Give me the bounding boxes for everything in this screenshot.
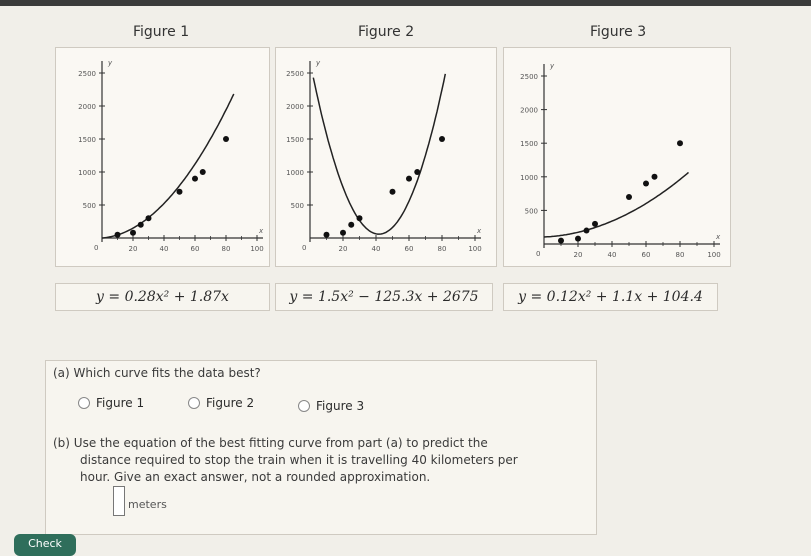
y-tick-label: 1500: [286, 136, 304, 144]
data-point: [390, 189, 396, 195]
x-tick-label: 80: [221, 245, 231, 253]
y-tick-label: 1500: [78, 136, 96, 144]
figure-1-equation: y = 0.28x² + 1.87x: [55, 283, 270, 311]
option-label: Figure 1: [96, 396, 145, 410]
data-point: [146, 215, 152, 221]
check-button[interactable]: Check: [14, 534, 76, 556]
y-tick-label: 2500: [520, 73, 538, 81]
data-point: [584, 228, 590, 234]
x-tick-label: 60: [641, 251, 651, 259]
y-tick-label: 500: [524, 207, 538, 216]
top-bar: [0, 0, 811, 6]
fitted-curve: [102, 94, 234, 238]
y-tick-label: 500: [82, 202, 96, 210]
data-point: [439, 136, 445, 142]
option-label: Figure 2: [206, 396, 255, 410]
data-point: [192, 176, 198, 182]
option-figure-3[interactable]: [298, 399, 364, 413]
data-point: [652, 174, 658, 180]
part-b-prompt-line-3: hour. Give an exact answer, not a rounded approximation.: [80, 470, 431, 484]
figure-2-equation: y = 1.5x² − 125.3x + 2675: [275, 283, 493, 311]
y-tick-label: 2000: [520, 106, 538, 115]
data-point: [626, 194, 632, 200]
radio-button[interactable]: [78, 397, 90, 409]
part-b-prompt-line-2: distance required to stop the train when it is travelling 40 kilometers per: [80, 453, 518, 467]
x-tick-label: 80: [675, 251, 685, 259]
y-tick-label: 500: [290, 202, 304, 210]
fitted-curve: [544, 172, 689, 237]
x-axis-label: x: [716, 233, 721, 241]
x-tick-label: 40: [371, 245, 381, 253]
x-tick-label: 60: [404, 245, 414, 253]
data-point: [357, 215, 363, 221]
y-tick-label: 1000: [520, 173, 538, 182]
units-label: meters: [128, 498, 167, 511]
origin-label: 0: [94, 244, 99, 252]
data-point: [223, 136, 229, 142]
figure-2-plot: [275, 47, 497, 267]
y-axis-label: y: [316, 59, 321, 67]
data-point: [115, 232, 121, 238]
data-point: [324, 232, 330, 238]
x-tick-label: 20: [338, 245, 348, 253]
x-tick-label: 40: [607, 251, 617, 259]
data-point: [592, 221, 598, 227]
data-point: [643, 181, 649, 187]
x-tick-label: 80: [437, 245, 447, 253]
data-point: [130, 230, 136, 236]
option-figure-1[interactable]: [78, 396, 144, 410]
radio-button[interactable]: [298, 400, 310, 412]
data-point: [348, 222, 354, 228]
answer-input[interactable]: [113, 486, 125, 516]
figure-3-svg: [504, 48, 730, 266]
y-axis-label: y: [550, 62, 555, 70]
option-label: Figure 3: [316, 399, 365, 413]
data-point: [677, 140, 683, 146]
y-tick-label: 1000: [78, 169, 96, 177]
origin-label: 0: [302, 244, 307, 252]
data-point: [340, 230, 346, 236]
data-point: [177, 189, 183, 195]
data-point: [575, 236, 581, 242]
part-b-prompt-line-1: (b) Use the equation of the best fitting curve from part (a) to predict the: [53, 436, 488, 450]
y-tick-label: 2500: [286, 70, 304, 78]
data-point: [414, 169, 420, 175]
figure-1-title: Figure 1: [133, 24, 190, 40]
y-tick-label: 2000: [286, 103, 304, 111]
figure-2-title: Figure 2: [358, 24, 415, 40]
data-point: [138, 222, 144, 228]
figure-2-svg: [276, 48, 496, 266]
figure-3-equation: y = 0.12x² + 1.1x + 104.4: [503, 283, 718, 311]
data-point: [558, 238, 564, 244]
x-tick-label: 100: [468, 245, 482, 253]
origin-label: 0: [536, 250, 541, 258]
x-tick-label: 60: [190, 245, 200, 253]
x-tick-label: 100: [250, 245, 264, 253]
y-tick-label: 1000: [286, 169, 304, 177]
fitted-curve: [313, 74, 445, 234]
x-tick-label: 20: [128, 245, 138, 253]
y-tick-label: 1500: [520, 140, 538, 149]
x-tick-label: 20: [573, 251, 583, 259]
data-point: [406, 176, 412, 182]
x-tick-label: 40: [159, 245, 169, 253]
x-axis-label: x: [259, 227, 264, 235]
data-point: [200, 169, 206, 175]
y-tick-label: 2500: [78, 70, 96, 78]
figure-1-svg: [56, 48, 269, 266]
figure-3-plot: [503, 47, 731, 267]
figure-1-plot: [55, 47, 270, 267]
part-a-prompt: (a) Which curve fits the data best?: [53, 366, 261, 380]
y-tick-label: 2000: [78, 103, 96, 111]
option-figure-2[interactable]: [188, 396, 254, 410]
y-axis-label: y: [108, 59, 113, 67]
figure-3-title: Figure 3: [590, 24, 647, 40]
x-axis-label: x: [477, 227, 482, 235]
x-tick-label: 100: [707, 251, 721, 259]
radio-button[interactable]: [188, 397, 200, 409]
